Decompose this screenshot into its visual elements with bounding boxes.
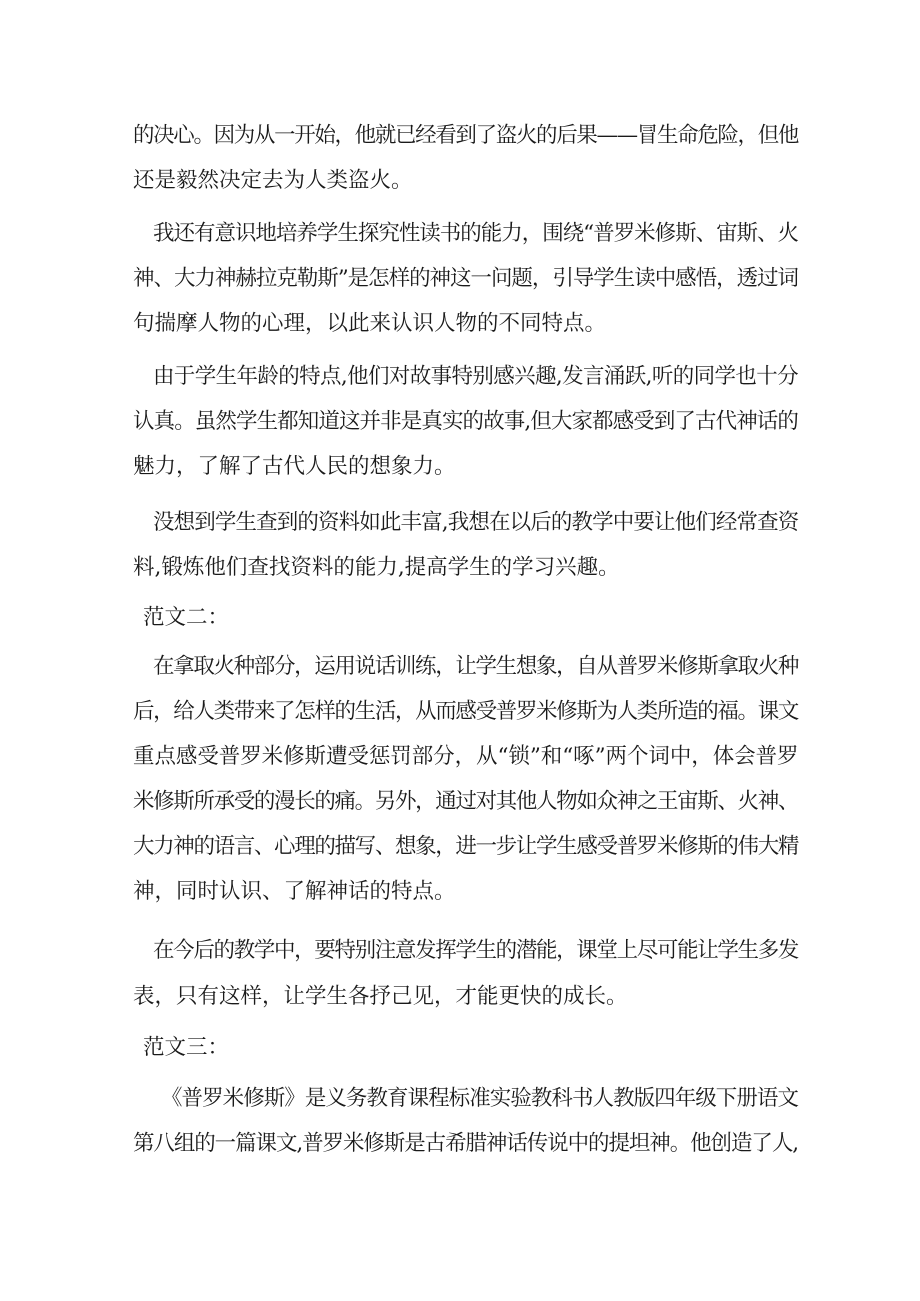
section-heading-2: 范文二：: [143, 605, 230, 630]
paragraph-6-cont: [133, 974, 798, 1019]
paragraph-3: [153, 354, 798, 399]
paragraph-5: [153, 644, 798, 689]
paragraph-line: 还是毅然决定去为人类盗火。: [133, 168, 413, 193]
paragraph-6: [153, 928, 798, 973]
paragraph-7: [161, 1076, 798, 1121]
paragraph-line: 重点感受普罗米修斯遭受惩罚部分，从“锁”和“啄”两个词中，体会普罗: [133, 744, 799, 769]
paragraph-line: 认真。虽然学生都知道这并非是真实的故事,但大家都感受到了古代神话的: [133, 409, 798, 434]
paragraph-2-cont: [133, 256, 798, 346]
paragraph-line: 在拿取火种部分，运用说话训练，让学生想象，自从普罗米修斯拿取火种: [153, 654, 799, 679]
paragraph-4: [153, 500, 798, 545]
paragraph-line: 的决心。因为从一开始，他就已经看到了盗火的后果——冒生命危险，但他: [133, 123, 798, 148]
paragraph-line: 《普罗米修斯》是义务教育课程标准实验教科书人教版四年级下册语文: [161, 1086, 798, 1111]
paragraph-1: [133, 113, 798, 203]
section-heading-3: 范文三：: [143, 1035, 230, 1060]
paragraph-line: 句揣摩人物的心理，以此来认识人物的不同特点。: [133, 311, 607, 336]
paragraph-line: 神，同时认识、了解神话的特点。: [133, 879, 456, 904]
paragraph-5-cont: [133, 689, 798, 914]
paragraph-line: 没想到学生查到的资料如此丰富,我想在以后的教学中要让他们经常查资: [153, 510, 799, 535]
paragraph-line: 料,锻炼他们查找资料的能力,提高学生的学习兴趣。: [133, 555, 620, 580]
paragraph-line: 神、大力神赫拉克勒斯”是怎样的神这一问题，引导学生读中感悟，透过词: [133, 266, 798, 291]
paragraph-2: [153, 211, 798, 256]
paragraph-line: 在今后的教学中，要特别注意发挥学生的潜能，课堂上尽可能让学生多发: [153, 938, 799, 963]
paragraph-line: 我还有意识地培养学生探究性读书的能力，围绕“普罗米修斯、宙斯、火: [153, 221, 798, 246]
paragraph-line: 大力神的语言、心理的描写、想象，进一步让学生感受普罗米修斯的伟大精: [133, 834, 798, 859]
paragraph-line: 魅力，了解了古代人民的想象力。: [133, 454, 456, 479]
paragraph-3-cont: [133, 399, 798, 489]
paragraph-line: 表，只有这样，让学生各抒己见，才能更快的成长。: [133, 984, 628, 1009]
paragraph-4-cont: [133, 545, 798, 590]
paragraph-7-cont: [133, 1121, 798, 1166]
paragraph-line: 第八组的一篇课文,普罗米修斯是古希腊神话传说中的提坦神。他创造了人,: [133, 1131, 798, 1156]
paragraph-line: 由于学生年龄的特点,他们对故事特别感兴趣,发言涌跃,听的同学也十分: [153, 364, 798, 389]
paragraph-line: 米修斯所承受的漫长的痛。另外，通过对其他人物如众神之王宙斯、火神、: [133, 789, 798, 814]
paragraph-line: 后，给人类带来了怎样的生活，从而感受普罗米修斯为人类所造的福。课文: [133, 699, 798, 724]
